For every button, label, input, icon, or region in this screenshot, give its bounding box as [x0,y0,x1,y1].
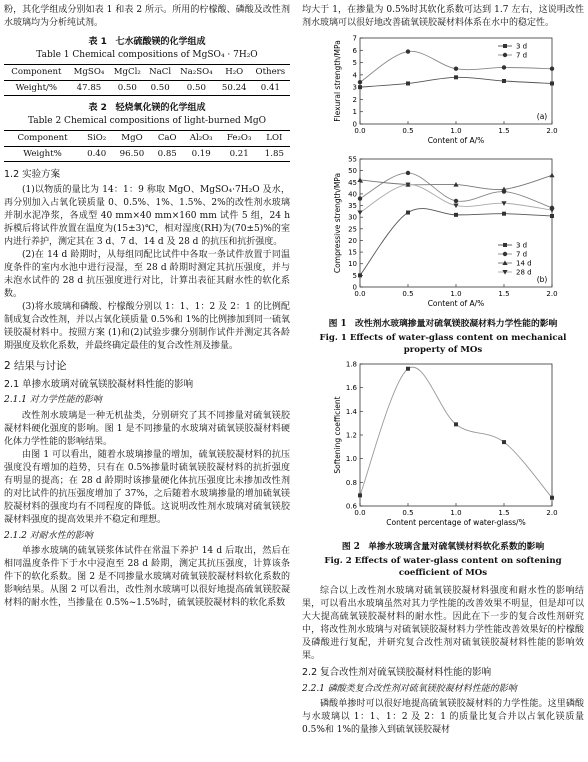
table2-cell: 0.85 [152,146,183,161]
mechanical-paragraph-1: 改性剂水玻璃是一种无机盐类，分别研究了其不同掺量对硫氧镁胶凝材料硬化强度的影响。图 1 是不同掺量的水玻璃对硫氧镁胶凝材料硬化体力学性能的影响结果。 [4,410,290,447]
data-point [406,49,410,53]
data-point [357,211,362,216]
x-axis-label: Content of A/% [427,299,485,309]
data-point [454,67,458,71]
y-tick-label: 15 [348,248,357,257]
intro-tail-paragraph: 粉，其化学组成分别如表 1 和表 2 所示。所用的柠檬酸、磷酸及改性剂水玻璃均为分析纯试剂。 [4,5,290,29]
table1-header-cell: MgSO₄ [69,65,110,80]
y-tick-label: 50 [348,167,357,176]
data-point [357,177,362,182]
table1-cell: 0.50 [145,80,175,95]
data-point [550,82,554,86]
legend-marker [503,44,507,48]
fit-curve [360,367,552,498]
water-resistance-paragraph: 单掺水玻璃的硫氧镁浆体试件在常温下养护 14 d 后取出，然后在相同温度条件下于水中浸泡至 28 d 龄期，测定其抗压强度，计算该条件下的软化系数。图 2 是不同掺量水玻璃对硫氧镁胶凝材料软化系数的影响结果。从图 2 可以看出，改性剂水玻璃可以很好地提高硫氧镁胶凝材料的耐水性，当掺量在 0.5%~1.5%时，硫氧镁胶凝材料的软化系数 [4,545,290,609]
legend-marker [503,53,507,57]
y-tick-label: 1 [352,108,357,117]
summary-paragraph: 综合以上改性剂水玻璃对硫氧镁胶凝材料强度和耐水性的影响结果，可以看出水玻璃虽然对其力学性能的改善效果不明显，但是却可以大大提高硫氧镁胶凝材料的耐水性。因此在下一步的复合改性剂研究中，将改性剂水玻璃与对硫氧镁胶凝材料力学性能改善效果好的柠檬酸及磷酸进行复配，并研究复合改性剂对硫氧镁胶凝材料性能的影响效果。 [302,586,584,662]
data-point [502,440,506,444]
figure-1-title-cn: 改性剂水玻璃掺量对硫氧镁胶凝材料力学性能的影响 [355,319,558,330]
table2-title-cn: 轻烧氧化镁的化学组成 [115,103,206,114]
y-tick-label: 6 [352,46,357,55]
y-tick-label: 20 [348,237,357,246]
table2-cell: 0.19 [183,146,220,161]
x-tick-label: 0.0 [354,509,366,518]
figure-1-caption-en-1: Fig. 1 Effects of water-glass content on mechanical [319,332,567,343]
table2-label: 表 2 [88,103,107,114]
y-tick-label: 30 [348,213,357,222]
figure-2-label: 图 2 [341,542,360,553]
x-tick-label: 2.0 [546,127,558,136]
y-tick-label: 1.0 [345,455,357,464]
x-tick-label: 1.0 [450,290,462,299]
data-point [550,214,554,218]
section-2-2-heading: 2.2 复合改性剂对硫氧镁胶凝材料性能的影响 [302,667,492,679]
y-tick-label: 25 [348,225,357,234]
y-tick-label: 35 [348,202,357,211]
y-tick-label: 1.2 [345,431,357,440]
data-point [502,65,506,69]
figure-2 [302,356,584,539]
y-tick-label: 40 [348,190,357,199]
table1-caption [4,36,290,49]
table1-cell: 0.41 [251,80,290,95]
data-point [550,67,554,71]
x-tick-label: 1.5 [498,290,510,299]
table2-header-cell: Component [4,131,81,146]
right-column [302,4,584,737]
section-2-2-1-heading: 2.2.1 磷酸类复合改性剂对硫氧镁胶凝材料性能的影响 [302,684,517,695]
table1-header-cell: H₂O [218,65,251,80]
y-tick-label: 0.6 [345,502,357,511]
figure-2-caption-cn [302,541,584,554]
table2-cell: Weight% [4,146,81,161]
data-point [358,274,362,278]
table2-header-cell: LOI [259,131,290,146]
table1-cell: 47.85 [69,80,110,95]
y-axis-label: Flexural strength/MPa [333,40,342,122]
table2-caption-en: Table 2 Chemical compositions of light-burned MgO [27,116,267,127]
data-point [454,422,458,426]
x-tick-label: 0.5 [402,290,414,299]
table2-header-cell: MgO [112,131,151,146]
table1-cell: 0.50 [175,80,218,95]
data-point [406,367,410,371]
data-point [358,197,362,201]
data-point [454,75,458,79]
table1-header-cell: NaCl [145,65,175,80]
figure-1-label: 图 1 [328,319,347,330]
table1-cell: Weight/% [4,80,69,95]
legend-marker [503,252,507,256]
table1-cell: 50.24 [218,80,251,95]
x-axis-label: Content percentage of water-glass/% [386,518,526,528]
table2-cell: 1.85 [259,146,290,161]
data-point [358,493,362,497]
panel-label: (a) [536,112,548,122]
y-tick-label: 1.4 [345,407,357,416]
legend-label: 3 d [516,241,528,250]
data-point [454,213,458,217]
y-tick-label: 0 [352,120,357,129]
legend-label: 7 d [516,250,528,259]
table2-cell: 0.21 [220,146,259,161]
y-tick-label: 7 [352,34,357,43]
table2-cell: 0.40 [81,146,112,161]
y-axis-label: Softening coefficient [333,396,342,474]
table2-header-cell: SiO₂ [81,131,112,146]
y-tick-label: 5 [352,272,357,281]
figure-2-chart [302,356,584,534]
table1-header-cell: Others [251,65,290,80]
mechanical-paragraph-2: 由图 1 可以看出，随着水玻璃掺量的增加，硫氧镁胶凝材料的抗压强度没有增加的趋势，只有在 0.5%掺量时硫氧镁胶凝材料的抗折强度有明显的提高；在 28 d 龄期时该掺量硬化体抗压强度比未掺加改性剂的对比试件的抗压强度增加了 37%，之后随着水玻璃掺量的增加硫氧镁胶凝材料的强度均有不同程度的降低。这说明改性剂水玻璃对硫氧镁胶凝材料强度的提高效果并不稳定和理想。 [4,449,290,525]
data-point [406,171,410,175]
y-tick-label: 0.8 [345,478,357,487]
section-2-1-heading: 2.1 单掺水玻璃对硫氧镁胶凝材料性能的影响 [4,378,194,390]
y-tick-label: 4 [352,71,357,80]
y-tick-label: 55 [348,155,357,164]
plot-frame [360,364,552,506]
table1-label: 表 1 [88,37,107,48]
x-tick-label: 0.5 [402,127,414,136]
data-point [454,199,458,203]
y-tick-label: 5 [352,59,357,68]
data-point [550,496,554,500]
figure-1b-chart [302,153,584,311]
data-point [549,173,554,178]
x-tick-label: 2.0 [546,509,558,518]
y-tick-label: 45 [348,178,357,187]
x-tick-label: 0.0 [354,127,366,136]
x-tick-label: 1.0 [450,509,462,518]
legend-marker [503,243,507,247]
x-tick-label: 2.0 [546,290,558,299]
figure-2-caption-en-2: coefficient of MOs [398,567,488,578]
figure-1a-chart [302,30,584,148]
panel-label: (b) [536,275,548,285]
table1-caption-en: Table 1 Chemical compositions of MgSO₄ · 7H₂O [36,50,258,61]
figure-2-title-cn: 单掺水玻璃含量对硫氧镁材料软化系数的影响 [368,542,545,553]
legend-label: 14 d [516,259,532,268]
table1-title-cn: 七水硫酸镁的化学组成 [115,37,206,48]
x-tick-label: 0.5 [402,509,414,518]
legend-label: 3 d [516,42,528,51]
table2-caption [4,102,290,115]
section-2-heading: 2 结果与讨论 [4,360,67,373]
x-tick-label: 1.5 [498,509,510,518]
section-1-2-heading: 1.2 实验方案 [4,169,61,181]
plan-paragraph-1: (1)以物质的量比为 14：1：9 称取 MgO、MgSO₄·7H₂O 及水，再分别加入占氧化镁质量 0、0.5%、1%、1.5%、2%的改性剂水玻璃并制水泥净浆，各成型 40 mm×40 mm×160 mm 试件 5 组，24 h 拆模后将试件放置在温度为(15±3)℃，相对湿度(RH)为(70±5)%的室内进行养护，测定其在 3 d、7 d、14 d 及 28 d 的抗压和抗折强度。 [4,184,290,248]
figure-1 [302,30,584,316]
figure-1-caption-en-2: property of MOs [403,344,483,355]
top-paragraph: 均大于 1，在掺量为 0.5%时其软化系数可达到 1.7 左右，这说明改性剂水玻璃可以很好地改善硫氧镁胶凝材料体系在水中的稳定性。 [302,5,584,29]
x-axis-label: Content of A/% [427,136,485,146]
data-point [406,82,410,86]
table1-header-cell: MgCl₂ [109,65,145,80]
left-column [4,4,290,610]
y-tick-label: 1.8 [345,360,357,369]
legend-label: 7 d [516,51,528,60]
y-axis-label: Compressive strength/MPa [333,173,342,274]
y-tick-label: 0 [352,283,357,292]
table2-header-cell: CaO [152,131,183,146]
data-point [358,85,362,89]
x-tick-label: 1.5 [498,127,510,136]
table1-cell: 0.50 [109,80,145,95]
y-tick-label: 3 [352,83,357,92]
series-line-28d [360,185,552,213]
table2-header-cell: Fe₂O₃ [220,131,259,146]
plan-paragraph-2: (2)在 14 d 龄期时，从每组同配比试件中各取一条试件放置于同温度条件的室内水池中进行浸湿，至 28 d 龄期时测定其抗压强度，并与未泡水试件的 28 d 抗压强度进行对比，计算出表征其耐水性的软化系数。 [4,250,290,300]
table2 [4,130,290,162]
data-point [502,79,506,83]
data-point [406,211,410,215]
phosphoric-paragraph: 磷酸单掺时可以很好地提高硫氧镁胶凝材料的力学性能。这里磷酸与水玻璃以 1：1、1：2 及 2：1 的质量比复合并以占氧化镁质量 0.5%和 1%的量掺入到硫氧镁胶凝材 [302,699,584,736]
table1-header-cell: Component [4,65,69,80]
x-tick-label: 0.0 [354,290,366,299]
table2-cell: 96.50 [112,146,151,161]
table1 [4,64,290,96]
figure-2-caption-en-1: Fig. 2 Effects of water-glass content on softening [324,555,562,566]
x-tick-label: 1.0 [450,127,462,136]
y-tick-label: 1.6 [345,384,357,393]
y-tick-label: 2 [352,96,357,105]
table1-header-cell: Na₂SO₄ [175,65,218,80]
figure-1-caption-cn [302,318,584,331]
data-point [358,80,362,84]
y-tick-label: 10 [348,260,357,269]
table2-header-cell: Al₂O₃ [183,131,220,146]
legend-label: 28 d [516,268,532,277]
data-point [549,208,554,213]
section-2-1-1-heading: 2.1.1 对力学性能的影响 [4,395,102,406]
section-2-1-2-heading: 2.1.2 对耐水性的影响 [4,530,93,541]
data-point [502,212,506,216]
plan-paragraph-3: (3)将水玻璃和磷酸、柠檬酸分别以 1：1、1：2 及 2：1 的比例配制成复合改性剂，并以占氧化镁质量 0.5%和 1%的比例掺加到同一硫氧镁胶凝材料中。按照方案 (1)和(2)试验步骤分别制作试件并测定其各龄期强度及软化系数，并最终确定最佳的复合改性剂及掺量。 [4,302,290,352]
